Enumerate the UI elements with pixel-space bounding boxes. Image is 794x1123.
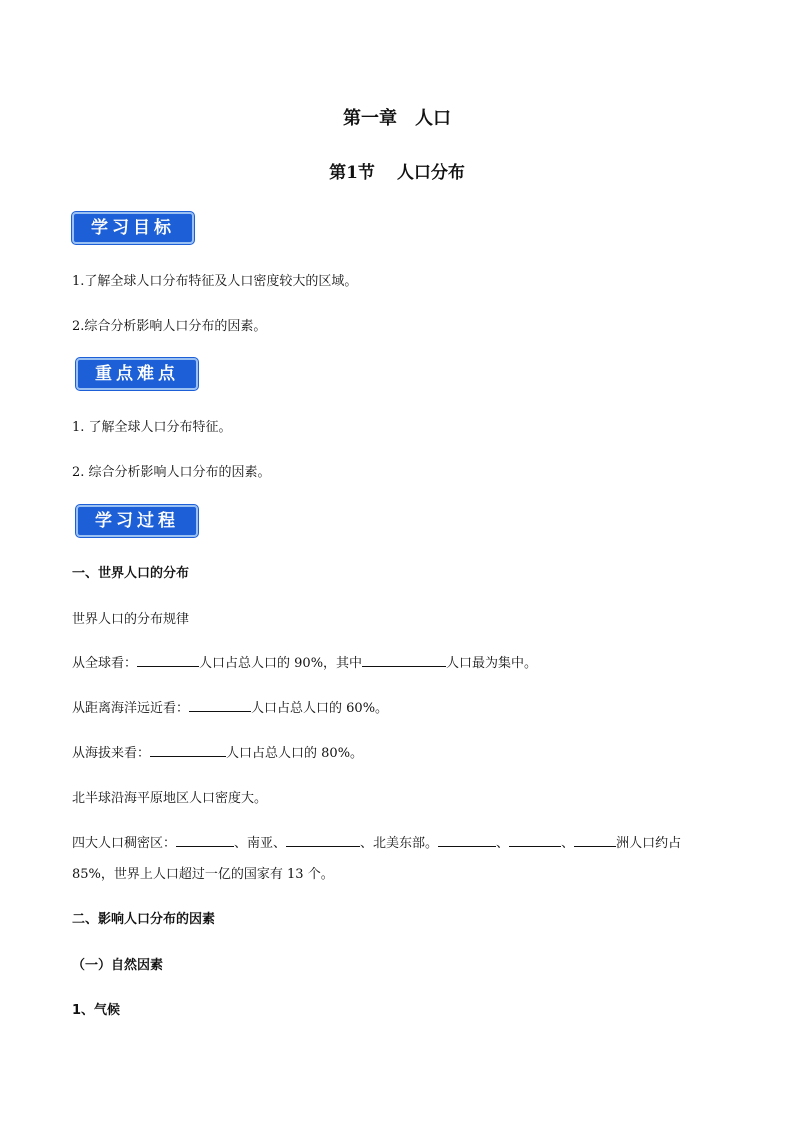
section-prefix: 第 [329, 163, 347, 183]
fill-blank[interactable] [574, 834, 616, 847]
fill-blank[interactable] [509, 834, 561, 847]
line-prefix: 四大人口稠密区： [72, 836, 177, 851]
section-heading: 一、世界人口的分布 [72, 566, 190, 581]
section-number: 1 [346, 163, 358, 183]
dense-regions-line [72, 832, 681, 851]
line-suffix: 人口占总人口的 60%。 [251, 701, 389, 716]
line-prefix: 从海拔来看： [72, 746, 151, 761]
key-points-badge: 重点难点 [76, 358, 198, 390]
learning-process-badge: 学习过程 [76, 505, 198, 537]
dense-regions-line-2: 85%，世界上人口超过一亿的国家有 13 个。 [72, 867, 334, 882]
fill-blank[interactable] [150, 744, 226, 757]
line-text: 、 [496, 836, 510, 851]
fill-blank[interactable] [362, 654, 446, 667]
fill-blank[interactable] [137, 654, 199, 667]
line-prefix: 从距离海洋远近看： [72, 701, 190, 716]
item-heading: 1、气候 [72, 1003, 121, 1018]
key-point-item: 1. 了解全球人口分布特征。 [72, 420, 232, 435]
altitude-line [72, 742, 363, 761]
chapter-title: 第一章 人口 [343, 108, 451, 129]
fill-blank[interactable] [438, 834, 496, 847]
learning-objectives-badge: 学习目标 [72, 212, 194, 244]
section-name: 人口分布 [396, 163, 465, 183]
section-heading: 二、影响人口分布的因素 [72, 912, 216, 927]
subheading: 世界人口的分布规律 [72, 612, 190, 627]
line-text: 洲人口约占 [616, 836, 682, 851]
fill-blank[interactable] [286, 834, 360, 847]
fill-blank[interactable] [176, 834, 234, 847]
line-prefix: 从全球看： [72, 656, 138, 671]
objective-item: 2.综合分析影响人口分布的因素。 [72, 319, 267, 334]
key-point-item: 2. 综合分析影响人口分布的因素。 [72, 465, 271, 480]
line-text: 人口占总人口的 90%，其中 [199, 656, 363, 671]
section-suffix: 节 [357, 163, 375, 183]
line-text: 、北美东部。 [360, 836, 439, 851]
objective-item: 1.了解全球人口分布特征及人口密度较大的区域。 [72, 274, 358, 289]
subheading: （一）自然因素 [72, 958, 164, 973]
line-text: 、 [561, 836, 575, 851]
global-distribution-line [72, 652, 537, 671]
section-title [0, 158, 794, 183]
line-text: 、南亚、 [234, 836, 287, 851]
northern-hemisphere-line: 北半球沿海平原地区人口密度大。 [72, 791, 268, 806]
line-suffix: 人口占总人口的 80%。 [226, 746, 364, 761]
ocean-distance-line [72, 697, 388, 716]
line-suffix: 人口最为集中。 [446, 656, 538, 671]
fill-blank[interactable] [189, 699, 251, 712]
